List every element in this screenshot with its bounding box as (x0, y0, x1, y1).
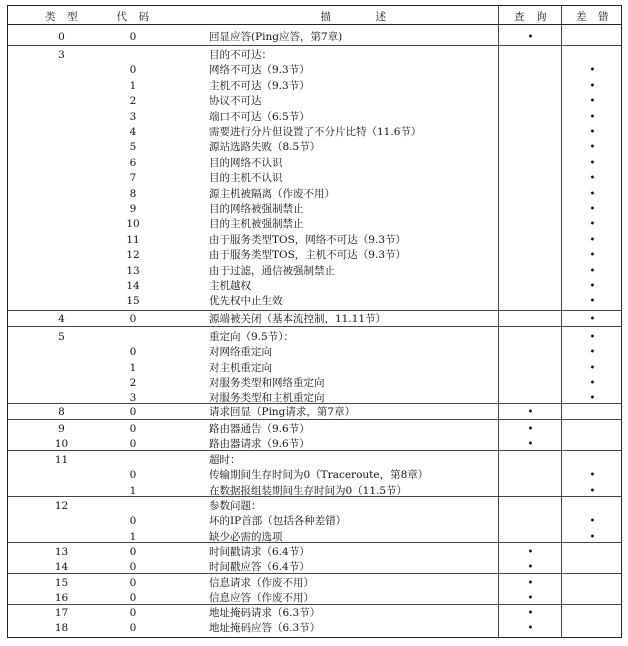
row-code-cell: 1 (129, 361, 137, 374)
row-description-cell: 由于服务类型TOS，网络不可达（9.3节） (209, 233, 407, 246)
row-code-cell: 0 (129, 31, 137, 43)
row-description-cell: 缺少必需的选项 (209, 530, 283, 543)
error-mark: • (589, 96, 596, 108)
query-mark: • (527, 547, 534, 558)
row-type-cell: 17 (54, 607, 69, 619)
row-code-cell: 0 (129, 515, 137, 528)
header-query: 查 询 (514, 11, 547, 23)
row-description-cell: 主机越权 (209, 280, 251, 292)
row-code-cell: 12 (126, 249, 140, 262)
row-type-cell: 11 (54, 454, 69, 466)
row-code-cell: 10 (126, 218, 140, 231)
query-mark: • (527, 407, 534, 418)
error-mark: • (589, 332, 596, 343)
error-mark: • (589, 314, 596, 325)
row-description-cell: 端口不可达（6.5节） (209, 110, 310, 123)
row-code-cell: 0 (129, 313, 137, 325)
row-description-cell: 参数问题： (209, 500, 262, 512)
row-description-cell: 对服务类型和网络重定向 (209, 376, 325, 389)
row-description-cell: 地址掩码应答（6.3节） (209, 622, 321, 634)
row-description-cell: 由于服务类型TOS，主机不可达（9.3节） (209, 249, 407, 262)
group-divider (8, 310, 621, 311)
row-code-cell: 11 (126, 233, 140, 246)
row-description-cell: 目的主机被强制禁止 (209, 218, 304, 231)
row-description-cell: 传输期间生存时间为0（Traceroute，第8章） (209, 469, 429, 482)
row-description-cell: 回显应答(Ping应答，第7章) (209, 31, 343, 43)
row-description-cell: 源站选路失败（8.5节） (209, 141, 321, 154)
query-mark: • (527, 424, 534, 435)
error-mark: • (589, 142, 596, 154)
row-type-cell: 15 (54, 577, 69, 589)
row-type-cell: 9 (58, 423, 65, 435)
row-code-cell: 0 (129, 346, 137, 359)
row-type-cell: 14 (54, 561, 69, 573)
row-code-cell: 0 (129, 438, 137, 450)
error-mark: • (589, 65, 596, 77)
row-code-cell: 0 (129, 469, 137, 482)
query-mark: • (527, 623, 534, 634)
row-type-cell: 10 (54, 438, 69, 450)
group-divider (8, 496, 621, 497)
row-code-cell: 0 (129, 577, 137, 589)
row-description-cell: 目的不可达： (209, 49, 272, 61)
error-mark: • (589, 362, 596, 374)
row-description-cell: 需要进行分片但设置了不分片比特（11.6节） (209, 126, 422, 138)
row-description-cell: 重定向（9.5节）： (209, 331, 294, 343)
error-mark: • (589, 173, 596, 185)
row-code-cell: 3 (129, 392, 137, 405)
row-description-cell: 对主机重定向 (209, 361, 272, 374)
row-code-cell: 9 (129, 203, 137, 215)
row-description-cell: 源主机被隔离（作废不用） (209, 187, 335, 200)
row-description-cell: 优先权中止生效 (209, 295, 283, 308)
row-code-cell: 2 (129, 95, 137, 108)
error-mark: • (589, 234, 596, 246)
query-mark: • (527, 593, 534, 604)
row-description-cell: 对网络重定向 (209, 346, 272, 359)
row-description-cell: 路由器请求（9.6节） (209, 438, 310, 450)
error-mark: • (589, 281, 596, 292)
row-code-cell: 0 (129, 607, 137, 619)
row-description-cell: 在数据报组装期间生存时间为0（11.5节） (209, 484, 408, 497)
error-mark: • (589, 204, 596, 215)
header-error: 差 错 (576, 11, 609, 23)
row-description-cell: 请求回显（Ping请求，第7章） (209, 406, 356, 418)
error-mark: • (589, 377, 596, 389)
row-description-cell: 网络不可达（9.3节） (209, 64, 310, 77)
error-mark: • (589, 296, 596, 308)
error-mark: • (589, 531, 596, 543)
row-code-cell: 0 (129, 592, 137, 604)
error-mark: • (589, 80, 596, 92)
header-code: 代 码 (116, 11, 150, 23)
header-description: 描 述 (320, 11, 387, 23)
row-type-cell: 5 (58, 331, 65, 343)
row-code-cell: 3 (129, 110, 137, 123)
error-mark: • (589, 485, 596, 497)
error-mark: • (589, 157, 596, 169)
group-divider (8, 45, 621, 46)
row-description-cell: 对服务类型和主机重定向 (209, 392, 325, 405)
row-code-cell: 1 (129, 530, 137, 543)
query-mark: • (527, 578, 534, 589)
query-mark: • (527, 439, 534, 450)
row-code-cell: 4 (129, 126, 137, 138)
row-type-cell: 16 (54, 592, 69, 604)
error-mark: • (589, 250, 596, 262)
row-description-cell: 主机不可达（9.3节） (209, 79, 310, 92)
row-code-cell: 0 (129, 423, 137, 435)
group-divider (8, 419, 621, 420)
row-type-cell: 12 (54, 500, 69, 512)
group-divider (8, 403, 621, 404)
row-description-cell: 目的网络被强制禁止 (209, 203, 304, 215)
row-description-cell: 源端被关闭（基本流控制，11.11节） (209, 313, 387, 325)
error-mark: • (589, 516, 596, 528)
row-code-cell: 1 (129, 484, 137, 497)
row-code-cell: 8 (129, 187, 137, 200)
error-mark: • (589, 470, 596, 482)
row-code-cell: 2 (129, 376, 137, 389)
row-description-cell: 时间戳应答（6.4节） (209, 561, 310, 573)
row-description-cell: 时间戳请求（6.4节） (209, 546, 310, 558)
group-divider (8, 326, 621, 327)
error-mark: • (589, 347, 596, 359)
row-code-cell: 7 (129, 172, 137, 185)
error-mark: • (589, 219, 596, 231)
error-mark: • (589, 188, 596, 200)
row-type-cell: 4 (58, 313, 65, 325)
header-type: 类 型 (45, 11, 78, 23)
row-type-cell: 8 (58, 406, 65, 418)
row-description-cell: 由于过滤，通信被强制禁止 (209, 264, 335, 277)
row-description-cell: 路由器通告（9.6节） (209, 423, 310, 435)
row-code-cell: 5 (129, 141, 137, 154)
row-code-cell: 0 (129, 622, 137, 634)
row-type-cell: 3 (58, 49, 65, 61)
row-type-cell: 0 (58, 31, 65, 43)
error-mark: • (589, 127, 596, 138)
row-description-cell: 目的网络不认识 (209, 156, 283, 169)
header-divider (8, 24, 621, 25)
row-description-cell: 信息请求（作废不用） (209, 577, 314, 589)
row-description-cell: 目的主机不认识 (209, 172, 283, 185)
query-mark: • (527, 32, 534, 43)
row-code-cell: 0 (129, 406, 137, 418)
error-mark: • (589, 111, 596, 123)
group-divider (8, 450, 621, 451)
row-code-cell: 15 (126, 295, 140, 308)
row-code-cell: 13 (126, 264, 140, 277)
row-description-cell: 信息应答（作废不用） (209, 592, 314, 604)
group-divider (8, 604, 621, 605)
row-code-cell: 6 (129, 156, 137, 169)
row-code-cell: 1 (129, 79, 137, 92)
row-description-cell: 超时： (209, 454, 241, 466)
row-description-cell: 地址掩码请求（6.3节） (209, 607, 321, 619)
group-divider (8, 542, 621, 543)
row-code-cell: 14 (126, 280, 140, 292)
row-code-cell: 0 (129, 561, 137, 573)
error-mark: • (589, 265, 596, 277)
error-mark: • (589, 393, 596, 405)
row-description-cell: 坏的IP首部（包括各种差错） (209, 515, 347, 528)
icmp-message-types-table (7, 5, 622, 638)
row-code-cell: 0 (129, 546, 137, 558)
row-type-cell: 13 (54, 546, 69, 558)
row-code-cell: 0 (129, 64, 137, 77)
row-description-cell: 协议不可达 (209, 95, 262, 108)
query-mark: • (527, 562, 534, 573)
query-mark: • (527, 608, 534, 619)
row-type-cell: 18 (54, 622, 69, 634)
group-divider (8, 573, 621, 574)
